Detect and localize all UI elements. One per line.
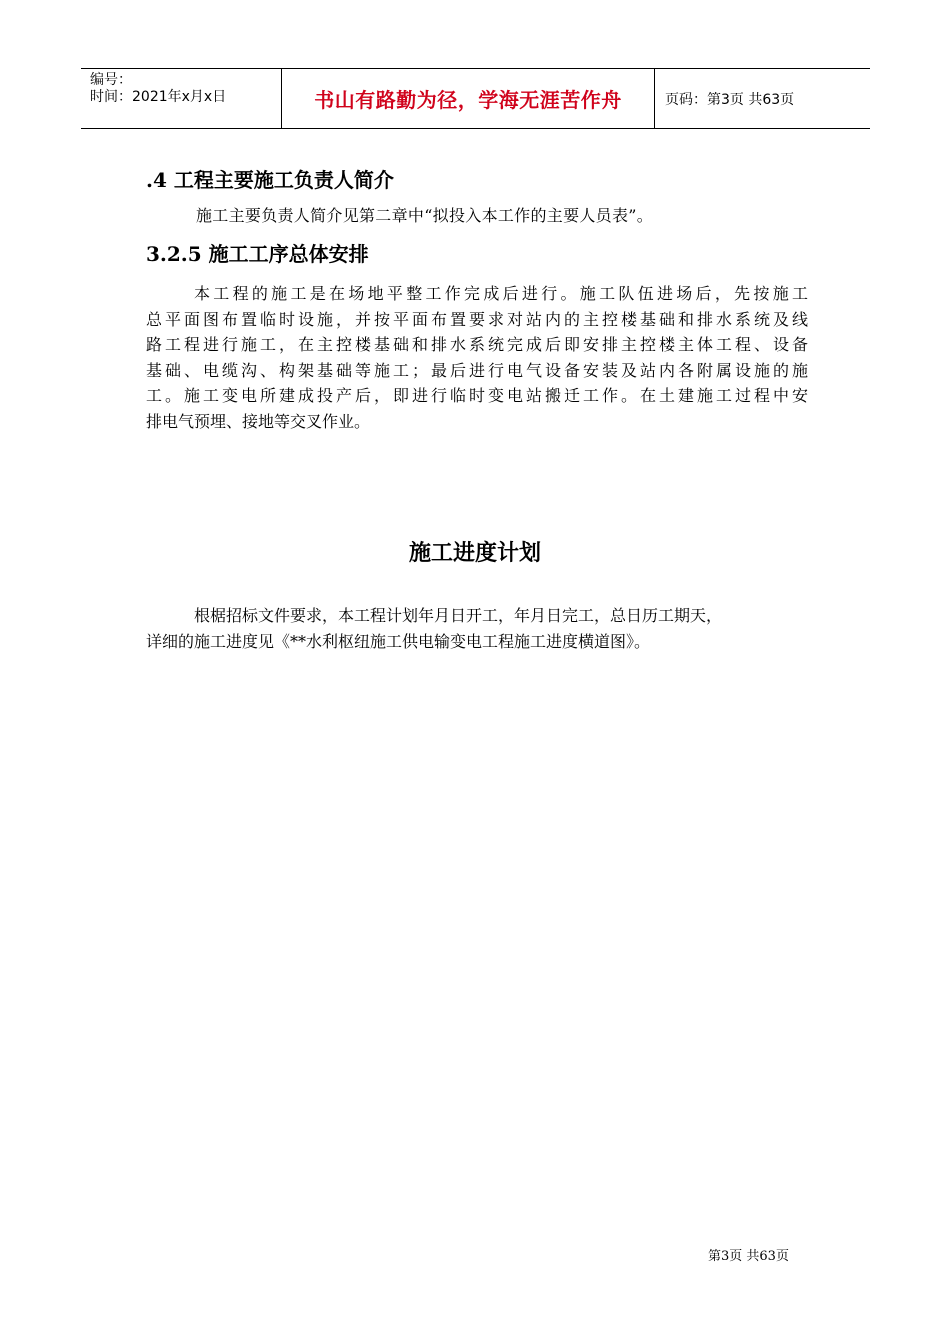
section-heading-4: .4 工程主要施工负责人简介 (146, 168, 394, 192)
page-footer: 第3页 共63页 (708, 1249, 789, 1264)
paragraph-line: 排电气预埋、接地等交叉作业。 (146, 411, 371, 431)
code-label: 编号： (90, 72, 132, 88)
time-label: 时间：2021年x月x日 (90, 89, 227, 105)
page-header (81, 68, 870, 129)
paragraph-line: 路工程进行施工，在主控楼基础和排水系统完成后即安排主控楼主体工程、设备 (146, 335, 808, 354)
paragraph-line: 基础、电缆沟、构架基础等施工；最后进行电气设备安装及站内各附属设施的施 (146, 360, 808, 380)
paragraph-line: 工。施工变电所建成投产后，即进行临时变电站搬迁工作。在土建施工过程中安 (146, 386, 808, 405)
paragraph-line: 本工程的施工是在场地平整工作完成后进行。施工队伍进场后，先按施工 (194, 284, 808, 303)
schedule-title: 施工进度计划 (408, 541, 541, 566)
paragraph-line: 根椐招标文件要求，本工程计划年月日开工，年月日完工，总日历工期天， (194, 606, 723, 625)
header-motto: 书山有路勤为径，学海无涯苦作舟 (282, 69, 655, 128)
paragraph-line: 详细的施工进度见《**水利枢纽施工供电输变电工程施工进度横道图》。 (146, 631, 651, 651)
paragraph-line: 总平面图布置临时设施，并按平面布置要求对站内的主控楼基础和排水系统及线 (146, 309, 808, 329)
section-heading-3-2-5: 3.2.5 施工工序总体安排 (146, 242, 369, 266)
section-3-2-5-paragraph (146, 281, 808, 434)
schedule-paragraph (146, 603, 808, 654)
section-4-paragraph: 施工主要负责人简介见第二章中“拟投入本工作的主要人员表”。 (196, 206, 654, 225)
header-page-info: 页码：第3页 共63页 (665, 91, 795, 108)
header-meta (81, 69, 282, 128)
